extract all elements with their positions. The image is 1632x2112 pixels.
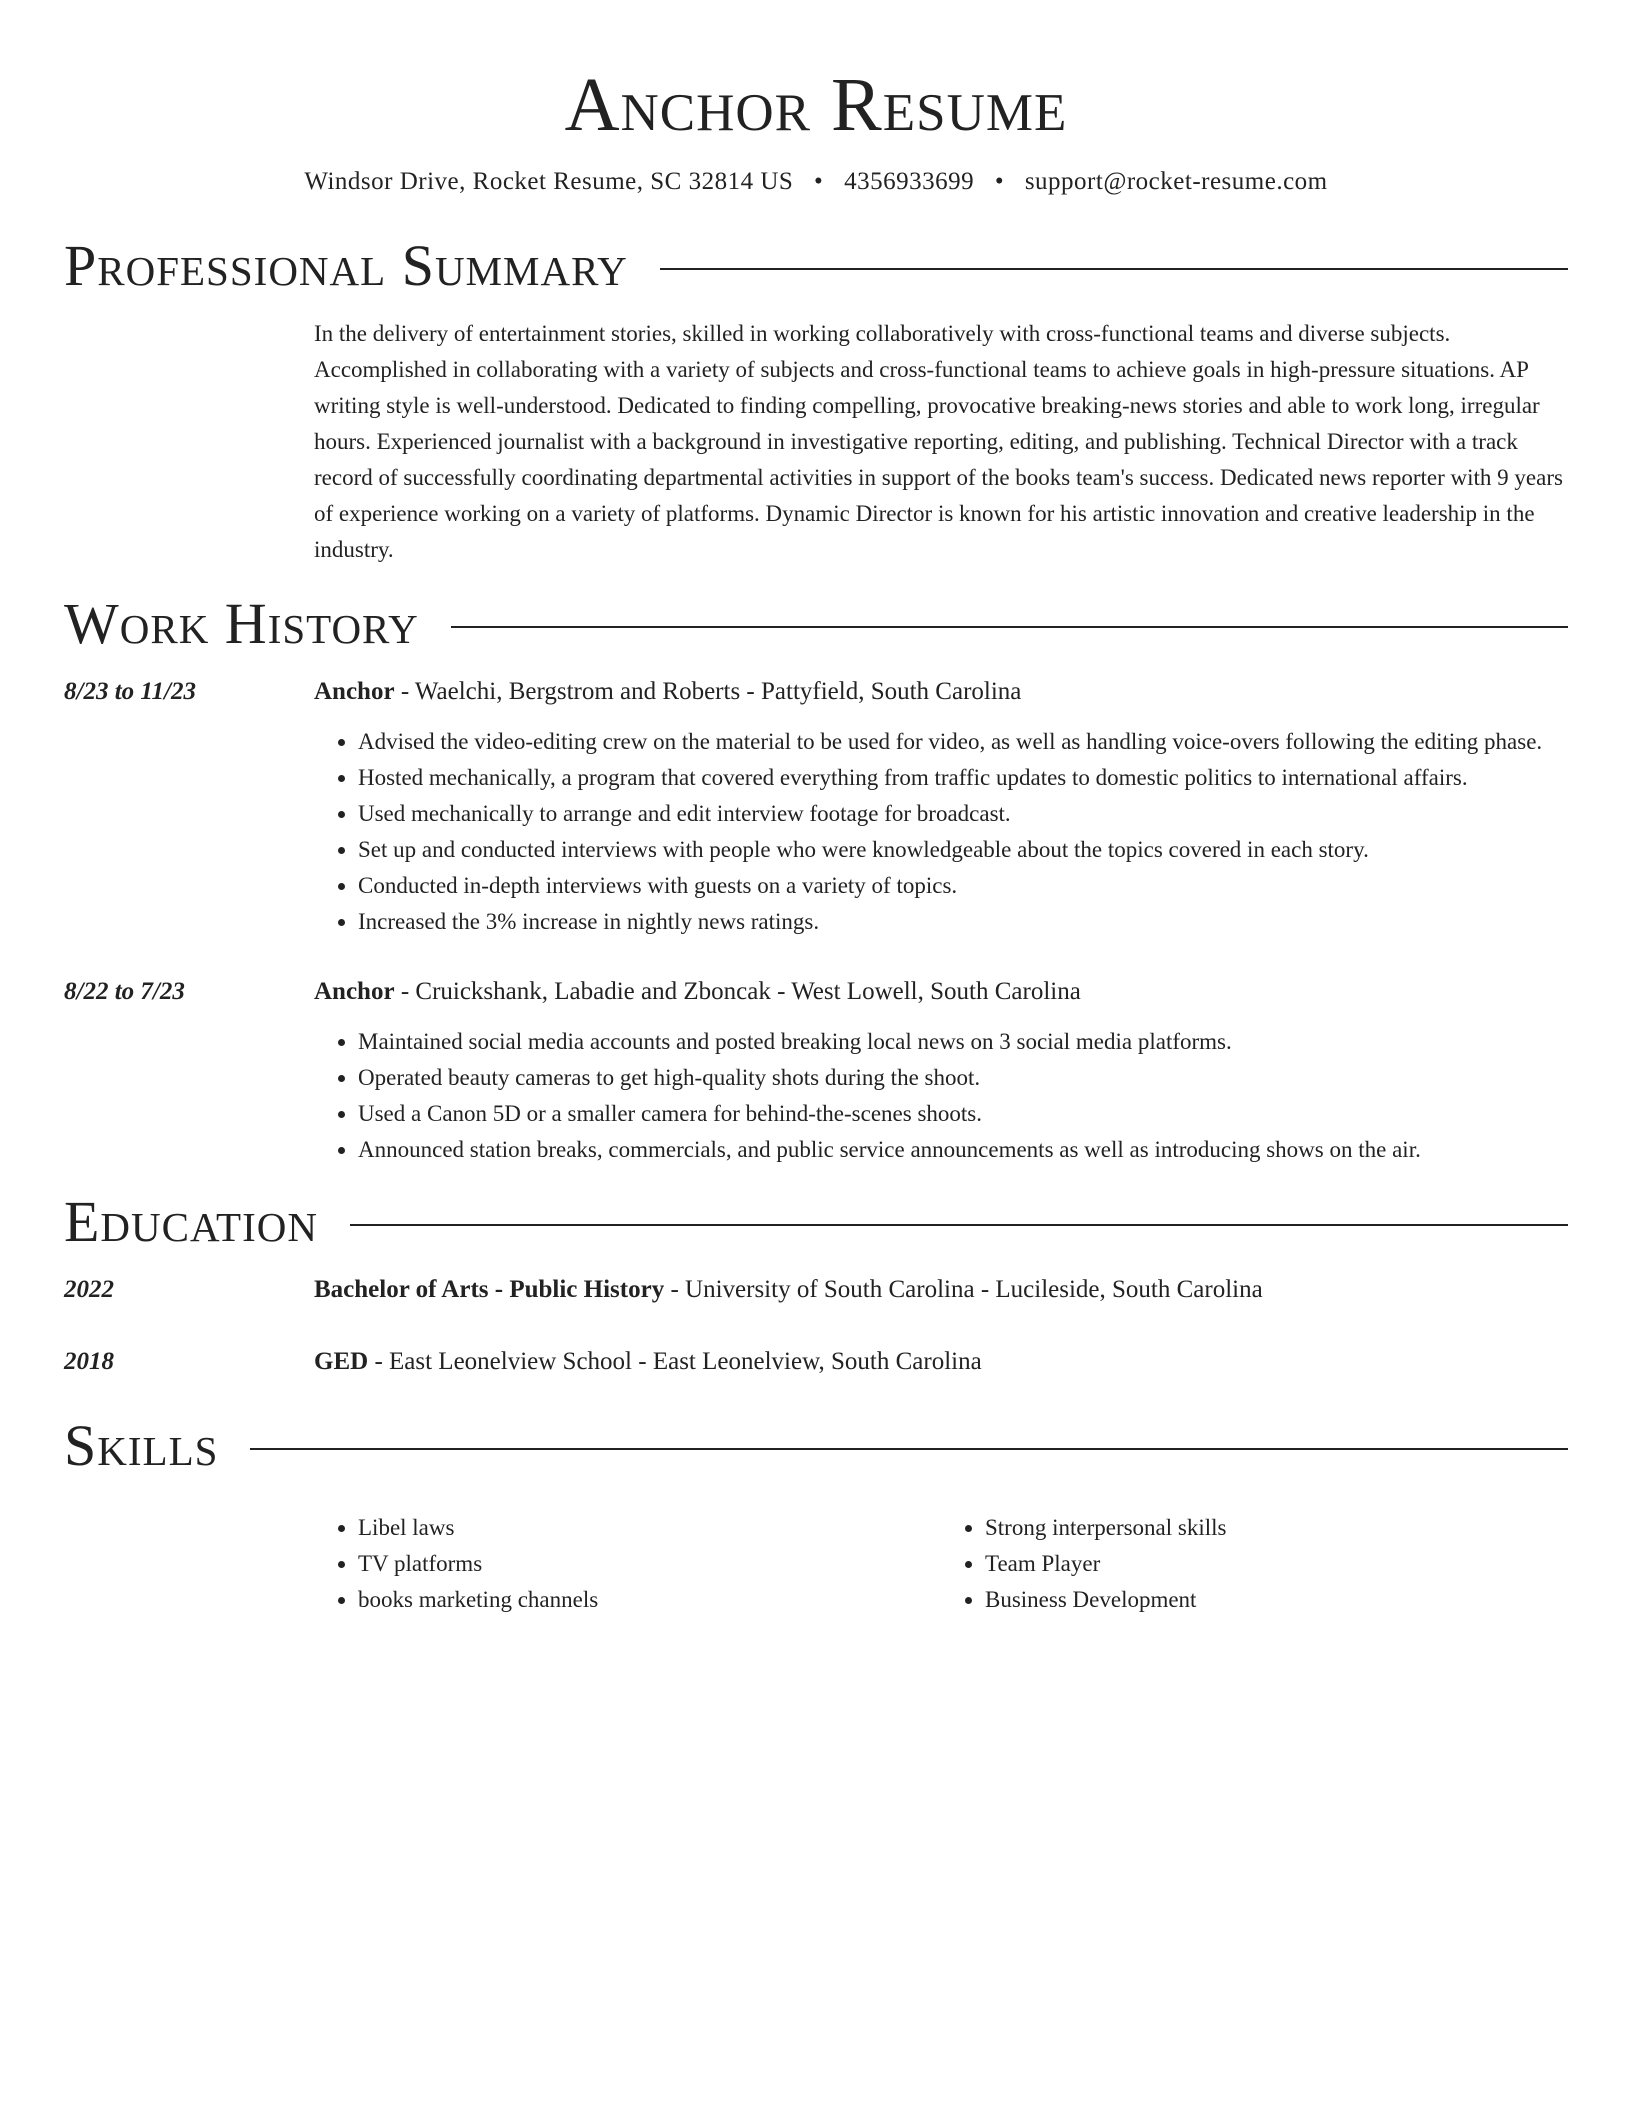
job-bullets — [314, 1024, 1568, 1168]
work-heading: Work History — [64, 591, 419, 656]
job-entry — [64, 674, 1568, 940]
section-divider — [250, 1448, 1568, 1450]
skills-heading: Skills — [64, 1413, 219, 1478]
job-bullet: • Used a Canon 5D or a smaller camera for behind-the-scenes shoots. — [358, 1096, 1568, 1132]
education-details: - East Leonelview School - East Leonelview, South Carolina — [368, 1348, 982, 1375]
education-year: 2018 — [64, 1348, 114, 1375]
summary-heading: Professional Summary — [64, 233, 628, 298]
job-dates: 8/23 to 11/23 — [64, 678, 196, 705]
education-details: - University of South Carolina - Lucileside, South Carolina — [664, 1276, 1263, 1303]
contact-email: support@rocket-resume.com — [1024, 168, 1328, 195]
job-bullet: • Announced station breaks, commercials, and public service announcements as well as introducing shows on the air. — [358, 1132, 1568, 1168]
section-divider — [451, 626, 1568, 628]
job-bullet: • Advised the video-editing crew on the material to be used for video, as well as handling voice-overs following the editing phase. — [358, 724, 1568, 760]
job-bullet: • Increased the 3% increase in nightly news ratings. — [358, 904, 1568, 940]
contact-separator: • — [814, 168, 824, 195]
work-section-heading — [64, 591, 1568, 656]
job-body — [314, 674, 1568, 940]
education-heading: Education — [64, 1189, 318, 1254]
summary-text: In the delivery of entertainment stories, skilled in working collaboratively with cross-functional teams and diverse subjects. Accomplished in collaborating with a variety of subjects and cross-functional teams to achieve goals in high-pressure situations. AP writing style is well-understood. Dedicated to finding compelling, provocative breaking-news stories and able to work long, irregular hours. Experienced journalist with a background in investigative reporting, editing, and publishing. Technical Director with a track record of successfully coordinating departmental activities in support of the books team's success. Dedicated news reporter with 9 years of experience working on a variety of platforms. Dynamic Director is known for his artistic innovation and creative leadership in the industry. — [314, 321, 1563, 562]
skills-row — [64, 1496, 1568, 1618]
skill-item: • TV platforms — [358, 1546, 941, 1582]
job-details: - Waelchi, Bergstrom and Roberts - Pattyfield, South Carolina — [394, 678, 1022, 705]
education-line — [314, 1272, 1568, 1308]
job-title-line — [314, 674, 1568, 710]
education-degree: GED — [314, 1348, 369, 1375]
job-bullet: • Set up and conducted interviews with people who were knowledgeable about the topics covered in each story. — [358, 832, 1568, 868]
job-dates: 8/22 to 7/23 — [64, 978, 185, 1005]
skill-item: • Strong interpersonal skills — [985, 1510, 1568, 1546]
section-divider — [350, 1224, 1568, 1226]
education-section-heading — [64, 1189, 1568, 1254]
job-bullet: • Conducted in-depth interviews with guests on a variety of topics. — [358, 868, 1568, 904]
job-bullet: • Used mechanically to arrange and edit interview footage for broadcast. — [358, 796, 1568, 832]
job-bullet: • Maintained social media accounts and posted breaking local news on 3 social media platforms. — [358, 1024, 1568, 1060]
skill-item: • Libel laws — [358, 1510, 941, 1546]
job-details: - Cruickshank, Labadie and Zboncak - West Lowell, South Carolina — [394, 978, 1081, 1005]
job-title: Anchor — [314, 678, 395, 705]
skill-item: • books marketing channels — [358, 1582, 941, 1618]
skills-list-right — [941, 1510, 1568, 1618]
job-bullets — [314, 724, 1568, 940]
skills-grid — [314, 1496, 1568, 1618]
skills-section-heading — [64, 1413, 1568, 1478]
job-bullet: • Operated beauty cameras to get high-quality shots during the shoot. — [358, 1060, 1568, 1096]
job-body — [314, 974, 1568, 1168]
education-degree: Bachelor of Arts - Public History — [314, 1276, 665, 1303]
education-year: 2022 — [64, 1276, 114, 1303]
summary-row — [64, 316, 1568, 568]
job-title: Anchor — [314, 978, 395, 1005]
resume-name: Anchor Resume — [564, 63, 1068, 147]
job-title-line — [314, 974, 1568, 1010]
contact-line — [64, 168, 1568, 196]
contact-separator: • — [994, 168, 1005, 195]
summary-section-heading — [64, 233, 1568, 298]
job-bullet: • Hosted mechanically, a program that covered everything from traffic updates to domestic politics to international affairs. — [358, 760, 1568, 796]
job-entry — [64, 974, 1568, 1168]
education-entry — [64, 1272, 1568, 1308]
education-entry — [64, 1344, 1568, 1380]
skill-item: • Business Development — [985, 1582, 1568, 1618]
skill-item: • Team Player — [985, 1546, 1568, 1582]
contact-phone: 4356933699 — [844, 168, 975, 195]
contact-address: Windsor Drive, Rocket Resume, SC 32814 US — [304, 168, 794, 195]
skills-list-left — [314, 1510, 941, 1618]
section-divider — [660, 268, 1568, 270]
education-line — [314, 1344, 1568, 1380]
